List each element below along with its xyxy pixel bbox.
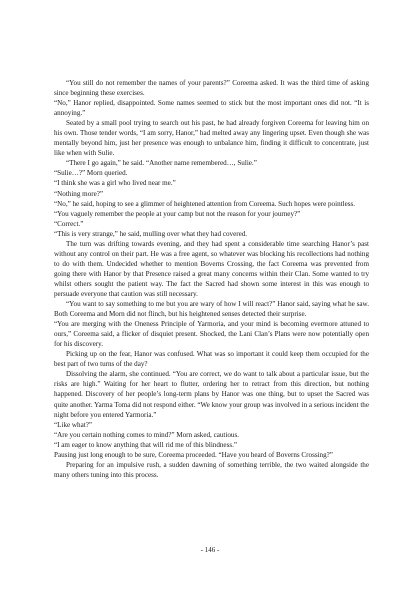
paragraph: “You want to say something to me but you are wary of how I will react?” Hanor said, saying what he saw. Both Coreema and Morn did not flinch, but his heightened senses detected their surprise. <box>54 300 369 319</box>
paragraph: “You still do not remember the names of your parents?” Coreema asked. It was the third time of asking since beginning these exercises. <box>54 79 369 98</box>
paragraph: Preparing for an impulsive rush, a sudden dawning of something terrible, the two waited alongside the many others tuning into this process. <box>54 460 369 479</box>
body-text <box>54 78 369 480</box>
paragraph: “Nothing more?” <box>54 189 104 198</box>
paragraph: “I think she was a girl who lived near me.” <box>54 179 176 188</box>
page-number: - 146 - <box>200 546 220 554</box>
paragraph: “Are you certain nothing comes to mind?” Morn asked, cautious. <box>54 430 239 439</box>
paragraph: Dissolving the alarm, she continued. “You are correct, we do want to talk about a particular issue, but the risks are high.” Waiting for her heart to flutter, ordering her to retract from this direction, but nothing happened. Discovery of her people’s long-term plans by Hanor was one thing, but to upset the Sacred was quite another. Yarma Toma did not respond either. “We know your group was involved in a serious incident the night before you entered Yarmoria.” <box>54 370 370 419</box>
paragraph: “This is very strange,” he said, mulling over what they had covered. <box>54 229 248 238</box>
paragraph: “There I go again,” he said. “Another name remembered…, Sulie.” <box>66 159 257 168</box>
paragraph: “I am eager to know anything that will rid me of this blindness.” <box>54 440 238 449</box>
paragraph: “You vaguely remember the people at your camp but not the reason for your journey?” <box>54 209 301 218</box>
paragraph: “No,” he said, hoping to see a glimmer of heightened attention from Coreema. Such hopes were pointless. <box>54 199 356 208</box>
paragraph: “Like what?” <box>54 420 93 429</box>
paragraph: Pausing just long enough to be sure, Coreema proceeded. “Have you heard of Boverns Crossing?” <box>54 450 333 459</box>
paragraph: Seated by a small pool trying to search out his past, he had already forgiven Coreema for leaving him on his own. Those tender words, “I am sorry, Hanor,” had melted away any lingering upset. Even though she was mentally beyond him, just her presence was enough to unbalance him, finding it difficult to concentrate, just like when with Sulie. <box>54 119 369 158</box>
paragraph: “No,” Hanor replied, disappointed. Some names seemed to stick but the most important ones did not. “It is annoying.” <box>54 99 369 118</box>
paragraph: “Sulie…?” Morn queried. <box>54 169 128 178</box>
paragraph: “Correct.” <box>54 219 84 228</box>
paragraph: The turn was drifting towards evening, and they had spent a considerable time searching Hanor’s past without any control on their part. He was a free agent, so whatever was blocking his recollections had nothing to do with them. Undecided whether to mention Boverns Crossing, the fact Coreema was prevented from going there with Hanor by that Presence raised a great many concerns within their Clan. Some wanted to try whilst others sought the patient way. The fact the Sacred had shown some interest in this was enough to persuade everyone that caution was still necessary. <box>54 239 369 298</box>
paragraph: “You are merging with the Oneness Principle of Yarmoria, and your mind is becoming evermore attuned to ours,” Coreema said, a flicker of disquiet present. Shocked, the Lani Clan’s Plans were now potentially open for his discovery. <box>54 320 369 349</box>
paragraph: Picking up on the fear, Hanor was confused. What was so important it could keep them occupied for the best part of two turns of the day? <box>54 350 369 369</box>
